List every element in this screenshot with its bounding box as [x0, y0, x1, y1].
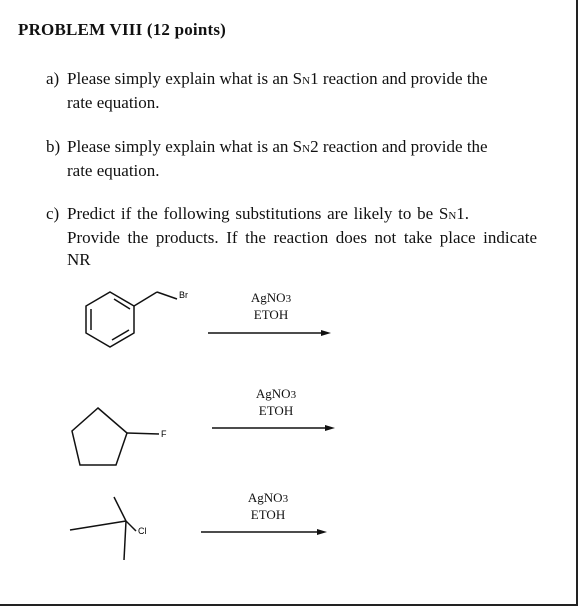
question-b-text: Please simply explain what is an S: [67, 137, 303, 156]
benzene-ring: [86, 292, 134, 347]
tert-butyl-chloride-structure: [70, 497, 136, 560]
chlorine-label: Cl: [138, 526, 147, 536]
question-a-text-end: 1 reaction and provide the: [310, 69, 488, 88]
bromine-label: Br: [179, 290, 188, 300]
c-br-bond: [157, 292, 177, 299]
question-c-text-end: 1.: [456, 204, 470, 223]
reagent-subscript: 3: [290, 389, 297, 401]
reagent-3: AgNO3: [247, 490, 289, 505]
subscript-n: N: [302, 75, 311, 87]
question-a-label: a): [46, 69, 60, 88]
reagent-block-2: [241, 386, 311, 418]
fluorine-label: F: [161, 429, 167, 439]
c-f-bond: [127, 433, 159, 434]
subscript-n: N: [448, 210, 457, 222]
question-a-continuation: rate equation.: [67, 93, 160, 112]
question-b-text-end: 2 reaction and provide the: [310, 137, 488, 156]
reaction-arrow-2: [212, 425, 335, 431]
methyl-bond: [114, 497, 126, 521]
question-a-text: Please simply explain what is an S: [67, 69, 303, 88]
benzyl-bromide-structure: [86, 292, 177, 347]
question-b-continuation: rate equation.: [67, 161, 160, 180]
solvent-2: ETOH: [258, 403, 294, 418]
question-c-label: c): [46, 204, 60, 223]
reagent-subscript: 3: [282, 493, 289, 505]
cyclopentane-ring: [72, 408, 127, 465]
reagent-subscript: 3: [285, 293, 292, 305]
aromatic-bond: [112, 330, 129, 340]
aromatic-bond: [114, 299, 130, 309]
question-c-text: Predict if the following substitutions are likely to be S: [67, 204, 449, 223]
solvent-1: ETOH: [253, 307, 289, 322]
c-cl-bond: [126, 521, 136, 531]
reagent-2: AgNO3: [255, 386, 297, 401]
reagent-block-3: [233, 490, 303, 522]
question-c-continuation: Provide the products. If the reaction does not take place indicate NR: [67, 228, 537, 269]
reaction-arrow-1: [208, 330, 331, 336]
cyclopentyl-fluoride-structure: [72, 408, 159, 465]
methyl-bond: [124, 521, 126, 560]
solvent-3: ETOH: [250, 507, 286, 522]
reagent-1: AgNO3: [250, 290, 292, 305]
methyl-bond: [70, 521, 126, 530]
question-b-label: b): [46, 137, 61, 156]
ch2-bond: [134, 292, 157, 306]
problem-title: PROBLEM VIII (12 points): [18, 20, 227, 39]
reagent-block-1: [236, 290, 306, 322]
reaction-arrow-3: [201, 529, 327, 535]
subscript-n: N: [302, 143, 311, 155]
